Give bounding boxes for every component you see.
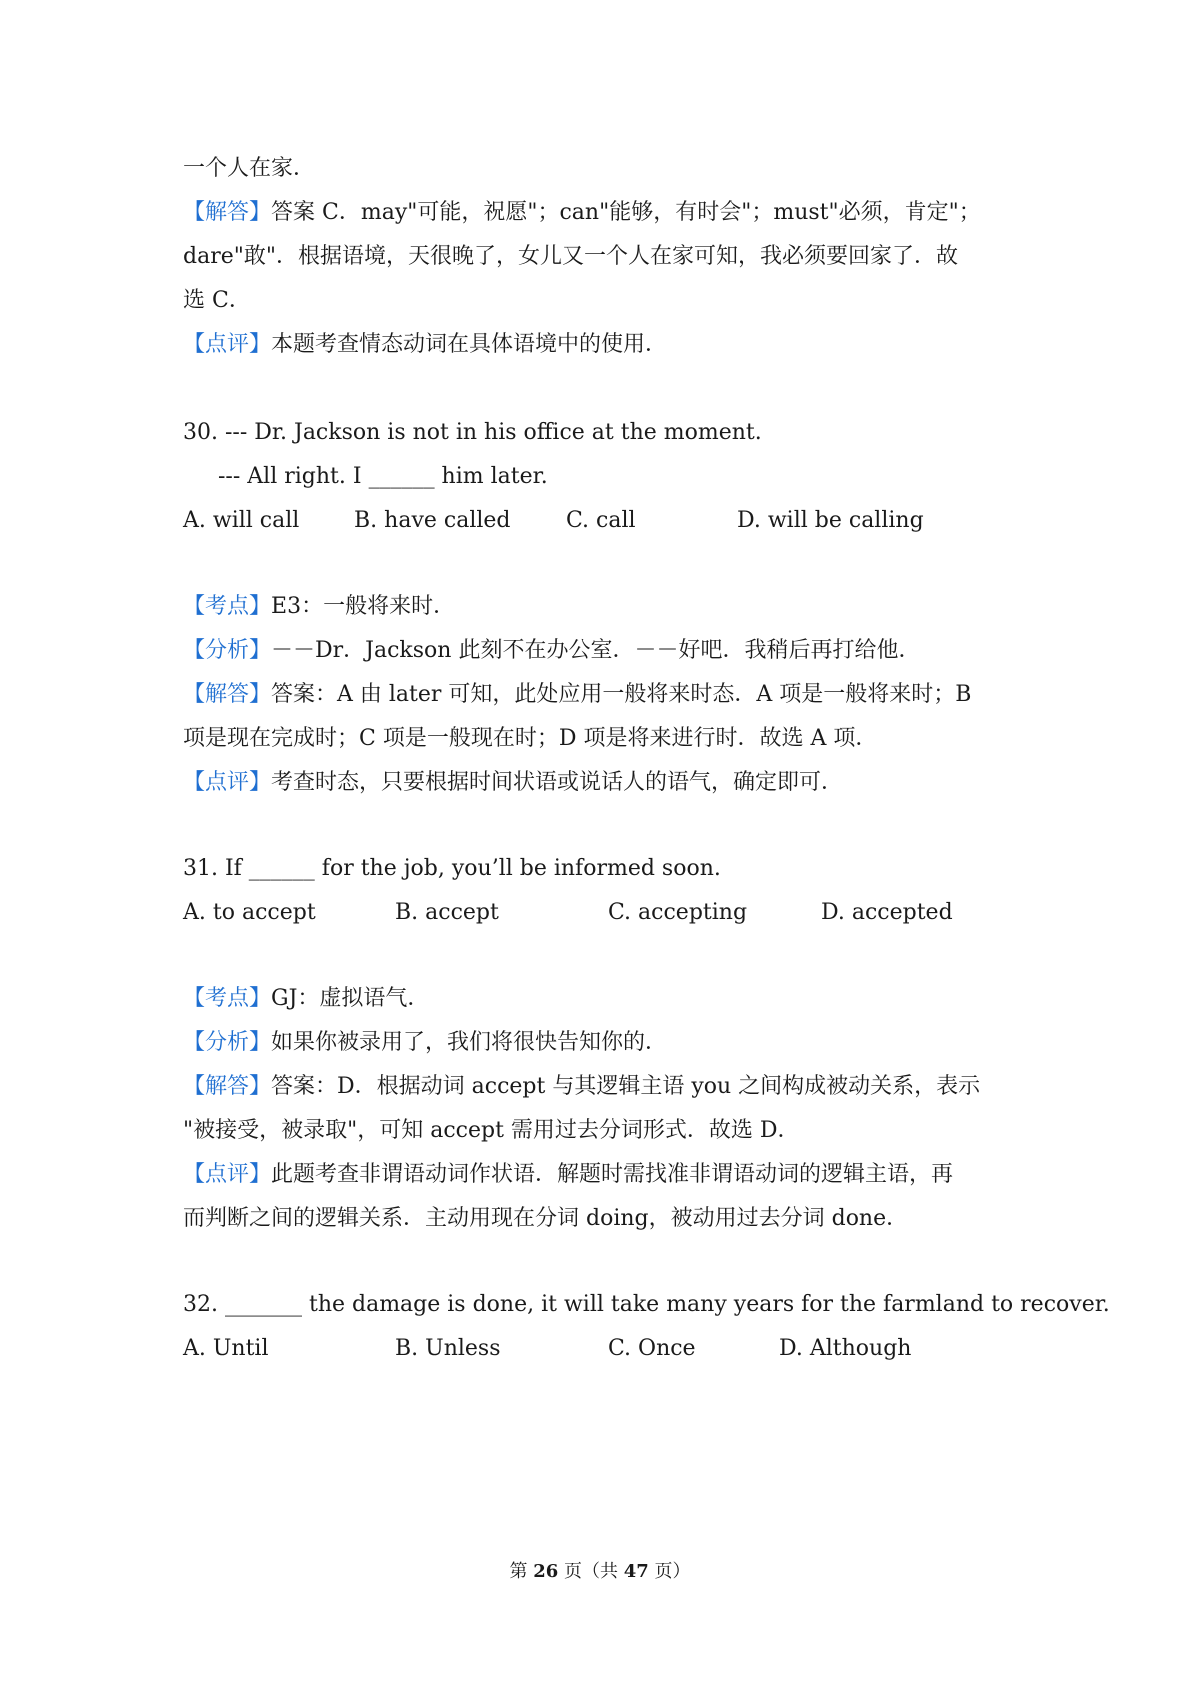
q30-stem-line2: --- All right. I ______ him later. bbox=[218, 464, 548, 489]
analysis-text: 如果你被录用了，我们将很快告知你的． bbox=[271, 1030, 668, 1055]
q31-answer bbox=[183, 1072, 1050, 1102]
option-b: B. Unless bbox=[395, 1336, 501, 1361]
answer-tag: 【解答】 bbox=[183, 200, 272, 225]
q30-answer-line2: 项是现在完成时；C 项是一般现在时；D 项是将来进行时．故选 A 项． bbox=[183, 726, 878, 751]
point-tag: 【考点】 bbox=[183, 594, 272, 619]
option-d: D. Although bbox=[779, 1336, 912, 1361]
comment-tag: 【点评】 bbox=[183, 770, 272, 795]
option-b: B. accept bbox=[395, 900, 499, 925]
point-tag: 【考点】 bbox=[183, 986, 272, 1011]
comment-tag: 【点评】 bbox=[183, 1162, 272, 1187]
answer-text: 答案：A 由 later 可知，此处应用一般将来时态．A 项是一般将来时；B bbox=[271, 682, 972, 707]
q30-answer bbox=[183, 680, 1050, 710]
prev-answer-line3: 选 C． bbox=[183, 288, 251, 313]
option-d: D. will be calling bbox=[737, 508, 924, 533]
answer-tag: 【解答】 bbox=[183, 682, 272, 707]
option-c: C. call bbox=[566, 508, 636, 533]
q31-answer-line2: "被接受，被录取"，可知 accept 需用过去分词形式．故选 D． bbox=[183, 1118, 800, 1143]
footer-suffix: 页） bbox=[648, 1561, 691, 1582]
analysis-text: －－Dr．Jackson 此刻不在办公室．－－好吧．我稍后再打给他． bbox=[271, 638, 921, 663]
q30-comment bbox=[183, 768, 1050, 798]
option-a: A. to accept bbox=[183, 900, 316, 925]
footer-middle: 页（共 bbox=[558, 1561, 624, 1582]
q31-comment-line2: 而判断之间的逻辑关系．主动用现在分词 doing，被动用过去分词 done． bbox=[183, 1206, 909, 1231]
option-b: B. have called bbox=[354, 508, 511, 533]
prev-comment bbox=[183, 330, 1050, 360]
page-number: 26 bbox=[533, 1561, 559, 1582]
answer-text: 答案 C．may"可能，祝愿"；can"能够，有时会"；must"必须，肯定"； bbox=[271, 200, 981, 225]
page-footer bbox=[0, 1560, 1200, 1584]
prev-tail: 一个人在家． bbox=[183, 156, 316, 181]
option-a: A. will call bbox=[183, 508, 300, 533]
q31-stem: 31. If ______ for the job, you’ll be informed soon. bbox=[183, 856, 721, 881]
analysis-tag: 【分析】 bbox=[183, 1030, 272, 1055]
page-total: 47 bbox=[623, 1561, 649, 1582]
option-d: D. accepted bbox=[821, 900, 953, 925]
point-text: GJ：虚拟语气． bbox=[271, 986, 430, 1011]
analysis-tag: 【分析】 bbox=[183, 638, 272, 663]
answer-tag: 【解答】 bbox=[183, 1074, 272, 1099]
q30-analysis bbox=[183, 636, 1050, 666]
answer-text: 答案：D．根据动词 accept 与其逻辑主语 you 之间构成被动关系，表示 bbox=[271, 1074, 981, 1099]
comment-text: 本题考查情态动词在具体语境中的使用． bbox=[271, 332, 668, 357]
q31-analysis bbox=[183, 1028, 1050, 1058]
prev-answer bbox=[183, 198, 1050, 228]
footer-prefix: 第 bbox=[509, 1561, 534, 1582]
comment-tag: 【点评】 bbox=[183, 332, 272, 357]
point-text: E3：一般将来时． bbox=[271, 594, 456, 619]
q31-point bbox=[183, 984, 1050, 1014]
q30-stem: 30. --- Dr. Jackson is not in his office at the moment. bbox=[183, 420, 762, 445]
option-c: C. Once bbox=[608, 1336, 696, 1361]
q32-stem: 32. _______ the damage is done, it will take many years for the farmland to recover. bbox=[183, 1292, 1110, 1317]
comment-text: 此题考查非谓语动词作状语．解题时需找准非谓语动词的逻辑主语，再 bbox=[271, 1162, 954, 1187]
comment-text: 考查时态，只要根据时间状语或说话人的语气，确定即可． bbox=[271, 770, 844, 795]
q31-comment bbox=[183, 1160, 1050, 1190]
option-c: C. accepting bbox=[608, 900, 748, 925]
option-a: A. Until bbox=[183, 1336, 269, 1361]
prev-answer-line2: dare"敢"．根据语境，天很晚了，女儿又一个人在家可知，我必须要回家了．故 bbox=[183, 244, 958, 269]
q30-point bbox=[183, 592, 1050, 622]
